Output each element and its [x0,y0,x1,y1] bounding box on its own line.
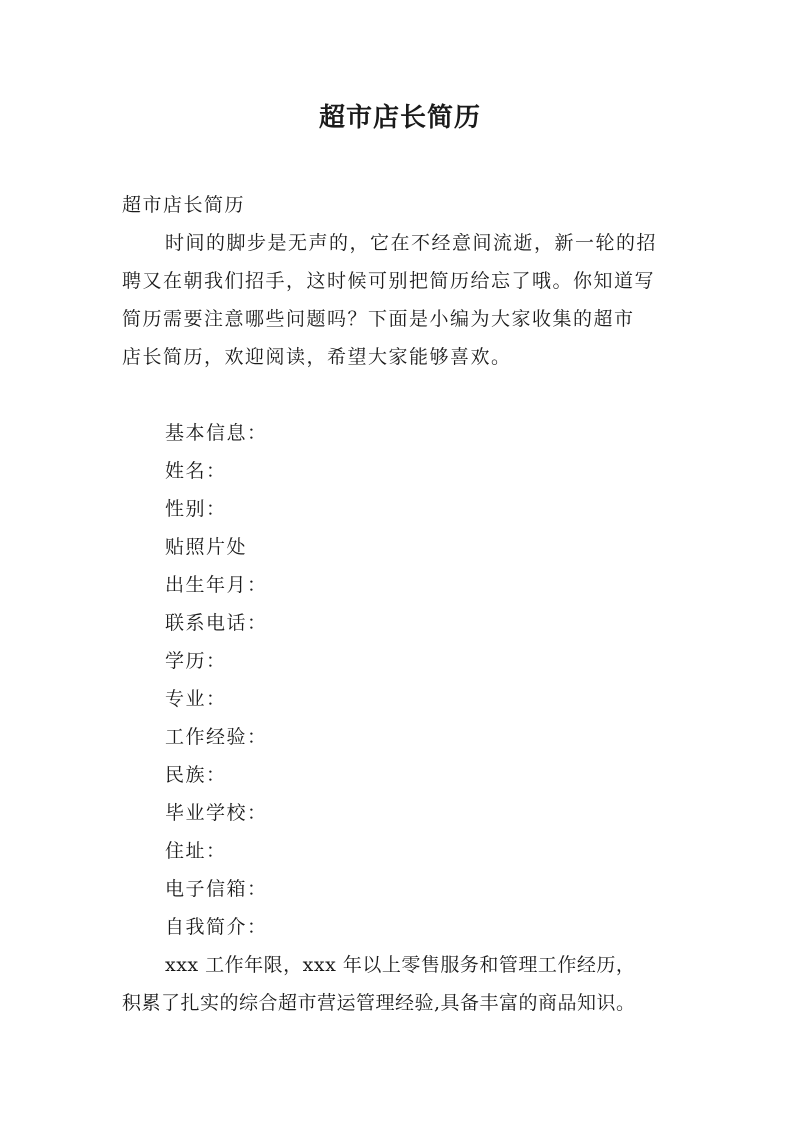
field-work-experience: 工作经验： [165,726,268,748]
intro-line: 时间的脚步是无声的，它在不经意间流逝，新一轮的招 [165,232,658,254]
document-subtitle: 超市店长简历 [122,194,246,216]
self-intro-line: 积累了扎实的综合超市营运管理经验,具备丰富的商品知识。 [122,992,636,1014]
field-school: 毕业学校： [165,802,268,824]
document-title: 超市店长简历 [318,103,481,133]
document-body [122,186,692,1022]
field-phone: 联系电话： [165,612,268,634]
field-name: 姓名： [165,460,227,482]
field-major: 专业： [165,688,227,710]
field-basic-info: 基本信息： [165,422,268,444]
field-address: 住址： [165,840,227,862]
field-photo: 贴照片处 [165,536,248,558]
field-ethnicity: 民族： [165,764,227,786]
field-education: 学历： [165,650,227,672]
field-gender: 性别： [165,498,227,520]
intro-line: 聘又在朝我们招手，这时候可别把简历给忘了哦。你知道写 [122,270,656,292]
self-intro-line: xxx 工作年限，xxx 年以上零售服务和管理工作经历， [165,954,636,976]
field-birth-date: 出生年月： [165,574,268,596]
intro-line: 店长简历，欢迎阅读，希望大家能够喜欢。 [122,346,512,368]
intro-line: 简历需要注意哪些问题吗？下面是小编为大家收集的超市 [122,308,635,330]
blank-line [122,376,692,414]
field-email: 电子信箱： [165,878,268,900]
field-self-intro: 自我简介： [165,916,268,938]
